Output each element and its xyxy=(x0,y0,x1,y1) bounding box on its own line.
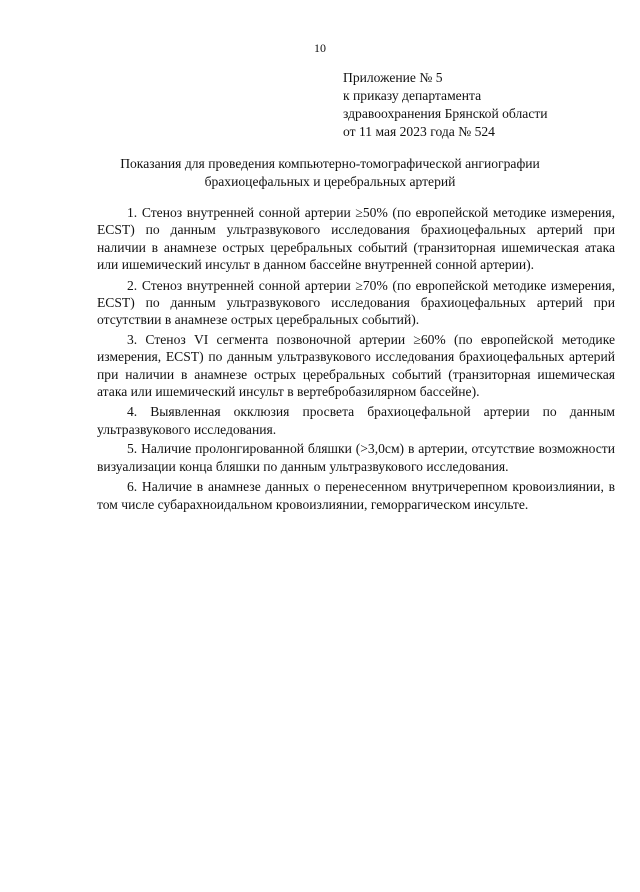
indication-item-2: 2. Стеноз внутренней сонной артерии ≥70% (по европейской методике измерения, ECST) по данным ультразвукового исследования брахиоцефальных артерий при отсутствии в анамнезе острых церебральных событий). xyxy=(97,277,615,328)
document-title xyxy=(60,155,600,191)
document-title-line-2: брахиоцефальных и церебральных артерий xyxy=(204,174,456,189)
indication-item-5: 5. Наличие пролонгированной бляшки (>3,0см) в артерии, отсутствие возможности визуализации конца бляшки по данным ультразвукового исследования. xyxy=(97,441,615,474)
indications-list xyxy=(97,204,615,516)
indication-item-4: 4. Выявленная окклюзия просвета брахиоцефальной артерии по данным ультразвукового исследования. xyxy=(97,404,615,437)
annex-date: от 11 мая 2023 года № 524 xyxy=(343,124,495,139)
indication-item-3: 3. Стеноз VI сегмента позвоночной артерии ≥60% (по европейской методике измерения, ECST) по данным ультразвукового исследования брахиоцефальных артерий при наличии в анамнезе острых церебральных событий (транзиторная ишемическая атака или ишемический инсульт в вертебробазилярном бассейне). xyxy=(97,331,615,400)
annex-department: здравоохранения Брянской области xyxy=(343,106,548,121)
document-title-line-1: Показания для проведения компьютерно-томографической ангиографии xyxy=(120,156,540,171)
annex-header xyxy=(343,69,613,141)
annex-order-reference: к приказу департамента xyxy=(343,88,482,103)
indication-item-6: 6. Наличие в анамнезе данных о перенесенном внутричерепном кровоизлиянии, в том числе субарахноидальном кровоизлиянии, геморрагическом инсульте. xyxy=(97,479,615,512)
annex-title: Приложение № 5 xyxy=(343,70,443,85)
page-number: 10 xyxy=(314,41,326,55)
indication-item-1: 1. Стеноз внутренней сонной артерии ≥50% (по европейской методике измерения, ECST) по данным ультразвукового исследования брахиоцефальных артерий при наличии в анамнезе острых церебральных событий (транзиторная ишемическая атака или ишемический инсульт в данном бассейне внутренней сонной артерии). xyxy=(97,205,615,273)
